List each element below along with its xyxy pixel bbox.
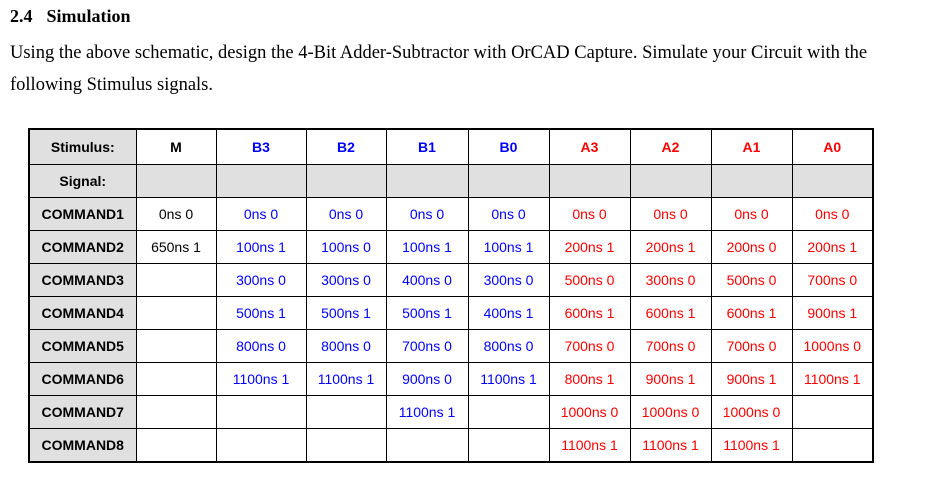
stimulus-cell: 100ns 0 — [306, 231, 386, 264]
signal-cell — [136, 165, 216, 198]
stimulus-cell — [468, 396, 549, 429]
stimulus-cell: 200ns 0 — [711, 231, 792, 264]
stimulus-cell: 1100ns 1 — [711, 429, 792, 463]
stimulus-cell: 800ns 0 — [216, 330, 306, 363]
stimulus-cell: 1100ns 1 — [386, 396, 468, 429]
stimulus-cell: 0ns 0 — [386, 198, 468, 231]
stimulus-cell: 600ns 1 — [549, 297, 630, 330]
signal-label-row — [29, 165, 873, 198]
stimulus-cell: 100ns 1 — [216, 231, 306, 264]
stimulus-cell — [136, 396, 216, 429]
stimulus-cell: 1000ns 0 — [792, 330, 873, 363]
section-heading — [10, 6, 131, 27]
section-title: Simulation — [46, 6, 131, 26]
table-row — [29, 396, 873, 429]
stimulus-cell — [792, 396, 873, 429]
stimulus-cell — [136, 363, 216, 396]
table-row — [29, 198, 873, 231]
stimulus-cell: 0ns 0 — [630, 198, 711, 231]
header-a3: A3 — [549, 129, 630, 165]
stimulus-cell: 700ns 0 — [711, 330, 792, 363]
stimulus-cell: 600ns 1 — [711, 297, 792, 330]
stimulus-cell: 500ns 0 — [549, 264, 630, 297]
command-label: COMMAND7 — [29, 396, 136, 429]
stimulus-cell: 650ns 1 — [136, 231, 216, 264]
header-a0: A0 — [792, 129, 873, 165]
stimulus-cell: 1100ns 1 — [306, 363, 386, 396]
stimulus-cell: 900ns 1 — [630, 363, 711, 396]
header-a2: A2 — [630, 129, 711, 165]
stimulus-cell: 0ns 0 — [711, 198, 792, 231]
stimulus-cell: 200ns 1 — [792, 231, 873, 264]
table-row — [29, 330, 873, 363]
command-label: COMMAND6 — [29, 363, 136, 396]
stimulus-cell — [792, 429, 873, 463]
stimulus-cell: 400ns 1 — [468, 297, 549, 330]
signal-cell — [711, 165, 792, 198]
header-b3: B3 — [216, 129, 306, 165]
stimulus-cell — [136, 429, 216, 463]
stimulus-cell: 0ns 0 — [468, 198, 549, 231]
stimulus-cell: 900ns 1 — [711, 363, 792, 396]
signal-cell — [386, 165, 468, 198]
stimulus-cell: 300ns 0 — [468, 264, 549, 297]
stimulus-cell: 500ns 1 — [216, 297, 306, 330]
stimulus-cell — [306, 429, 386, 463]
command-label: COMMAND5 — [29, 330, 136, 363]
stimulus-cell: 1000ns 0 — [549, 396, 630, 429]
command-label: COMMAND8 — [29, 429, 136, 463]
stimulus-cell: 200ns 1 — [549, 231, 630, 264]
signal-cell — [630, 165, 711, 198]
stimulus-cell: 1100ns 1 — [549, 429, 630, 463]
table-header-row — [29, 129, 873, 165]
stimulus-cell: 1100ns 1 — [630, 429, 711, 463]
stimulus-cell: 700ns 0 — [792, 264, 873, 297]
stimulus-cell — [136, 330, 216, 363]
stimulus-cell: 100ns 1 — [386, 231, 468, 264]
stimulus-cell — [136, 297, 216, 330]
stimulus-cell: 300ns 0 — [306, 264, 386, 297]
stimulus-cell: 500ns 1 — [306, 297, 386, 330]
header-b2: B2 — [306, 129, 386, 165]
stimulus-cell: 0ns 0 — [216, 198, 306, 231]
stimulus-cell: 200ns 1 — [630, 231, 711, 264]
header-a1: A1 — [711, 129, 792, 165]
table-row — [29, 429, 873, 463]
table-row — [29, 231, 873, 264]
signal-cell — [306, 165, 386, 198]
stimulus-cell: 500ns 0 — [711, 264, 792, 297]
stimulus-cell: 0ns 0 — [306, 198, 386, 231]
stimulus-cell: 700ns 0 — [549, 330, 630, 363]
stimulus-cell — [216, 429, 306, 463]
table-row — [29, 363, 873, 396]
stimulus-cell: 800ns 0 — [468, 330, 549, 363]
stimulus-cell: 700ns 0 — [630, 330, 711, 363]
stimulus-cell: 300ns 0 — [216, 264, 306, 297]
corner-signal-label: Signal: — [29, 165, 136, 198]
stimulus-cell: 1100ns 1 — [792, 363, 873, 396]
stimulus-cell: 1100ns 1 — [216, 363, 306, 396]
signal-cell — [792, 165, 873, 198]
stimulus-cell: 800ns 1 — [549, 363, 630, 396]
stimulus-cell: 1000ns 0 — [630, 396, 711, 429]
stimulus-cell: 500ns 1 — [386, 297, 468, 330]
table-row — [29, 264, 873, 297]
command-label: COMMAND2 — [29, 231, 136, 264]
stimulus-cell: 800ns 0 — [306, 330, 386, 363]
header-m: M — [136, 129, 216, 165]
header-b1: B1 — [386, 129, 468, 165]
stimulus-cell: 900ns 1 — [792, 297, 873, 330]
stimulus-cell: 1000ns 0 — [711, 396, 792, 429]
stimulus-cell — [468, 429, 549, 463]
stimulus-cell: 0ns 0 — [549, 198, 630, 231]
signal-cell — [216, 165, 306, 198]
stimulus-cell: 600ns 1 — [630, 297, 711, 330]
stimulus-cell: 300ns 0 — [630, 264, 711, 297]
header-b0: B0 — [468, 129, 549, 165]
stimulus-cell: 1100ns 1 — [468, 363, 549, 396]
stimulus-cell — [136, 264, 216, 297]
stimulus-cell — [386, 429, 468, 463]
instruction-paragraph: Using the above schematic, design the 4-Bit Adder-Subtractor with OrCAD Capture. Simulate your Circuit with the following Stimulus signals. — [10, 43, 868, 95]
signal-cell — [549, 165, 630, 198]
command-label: COMMAND3 — [29, 264, 136, 297]
table-row — [29, 297, 873, 330]
stimulus-cell: 700ns 0 — [386, 330, 468, 363]
stimulus-cell: 400ns 0 — [386, 264, 468, 297]
stimulus-cell: 100ns 1 — [468, 231, 549, 264]
stimulus-cell: 0ns 0 — [136, 198, 216, 231]
command-label: COMMAND4 — [29, 297, 136, 330]
stimulus-cell — [216, 396, 306, 429]
section-number: 2.4 — [10, 6, 33, 26]
stimulus-cell — [306, 396, 386, 429]
stimulus-cell: 0ns 0 — [792, 198, 873, 231]
signal-cell — [468, 165, 549, 198]
corner-stimulus-label: Stimulus: — [29, 129, 136, 165]
command-label: COMMAND1 — [29, 198, 136, 231]
stimulus-cell: 900ns 0 — [386, 363, 468, 396]
stimulus-table — [28, 128, 874, 463]
